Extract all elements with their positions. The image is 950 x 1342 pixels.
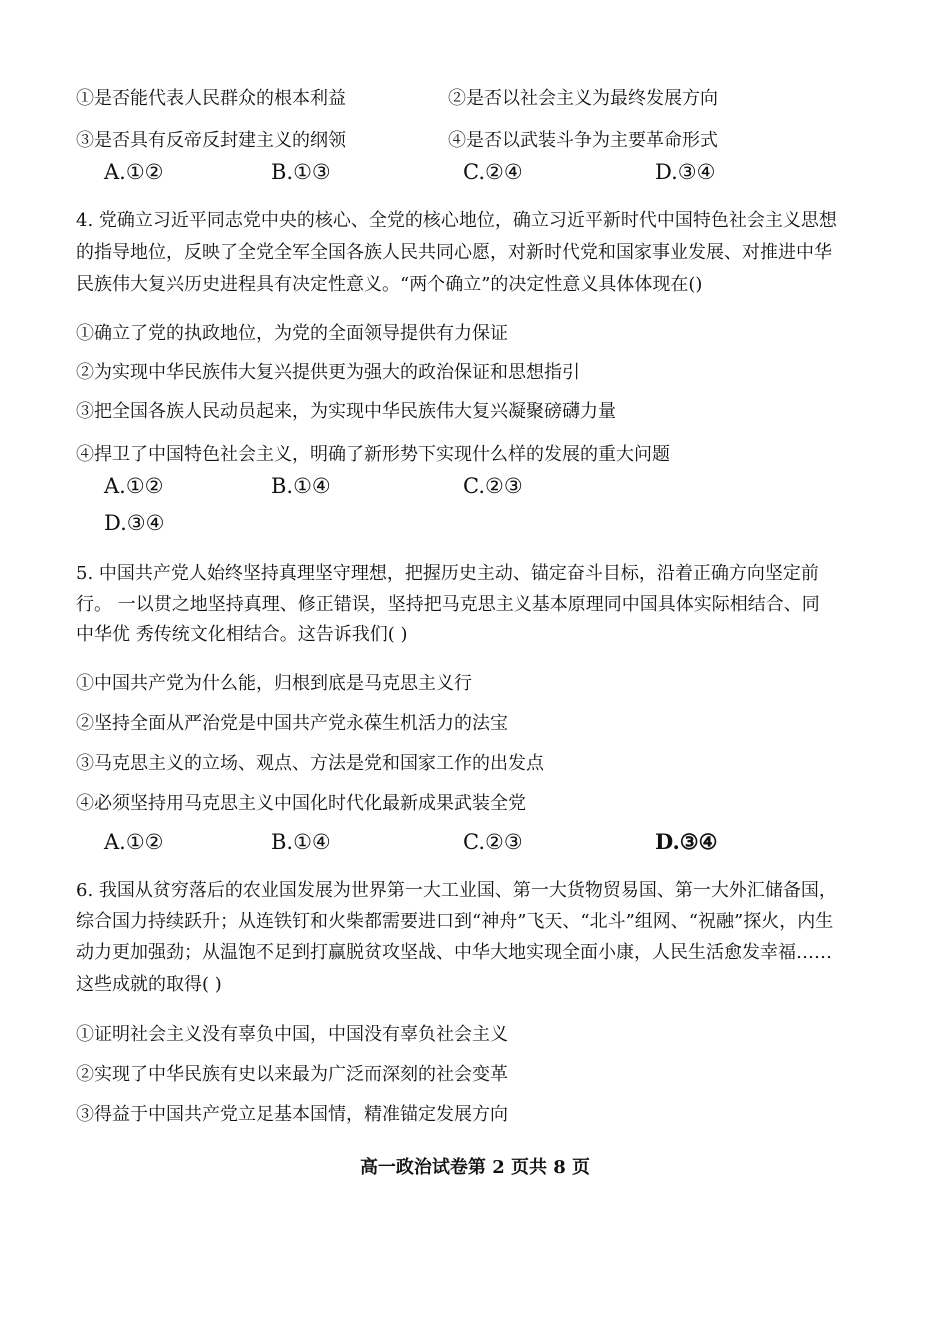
q5-stem-line-1: 5. 中国共产党人始终坚持真理坚守理想，把握历史主动、锚定奋斗目标，沿着正确方向坚定前: [76, 563, 819, 584]
q5-stem-line-3: 中华优 秀传统文化相结合。这告诉我们( ): [76, 624, 408, 645]
q6-stem-line-4: 这些成就的取得( ): [76, 974, 222, 995]
q4-stem-line-2: 的指导地位，反映了全党全军全国各族人民共同心愿，对新时代党和国家事业发展、对推进中华: [76, 242, 832, 263]
q5-option-c: C.②③: [463, 830, 523, 854]
q4-statement-1: ①确立了党的执政地位，为党的全面领导提供有力保证: [76, 323, 508, 344]
q4-option-b: B.①④: [271, 474, 331, 498]
q5-statement-1: ①中国共产党为什么能，归根到底是马克思主义行: [76, 673, 472, 694]
q5-statement-4: ④必须坚持用马克思主义中国化时代化最新成果武装全党: [76, 793, 526, 814]
q5-option-d: D.③④: [655, 829, 718, 854]
q6-statement-3: ③得益于中国共产党立足基本国情，精准锚定发展方向: [76, 1104, 508, 1125]
q6-stem-line-3: 动力更加强劲；从温饱不足到打赢脱贫攻坚战、中华大地实现全面小康，人民生活愈发幸福……: [76, 942, 832, 963]
q6-stem-line-2: 综合国力持续跃升；从连铁钉和火柴都需要进口到“神舟”飞天、“北斗”组网、“祝融”探火，内生: [76, 911, 834, 932]
q3-option-b: B.①③: [271, 160, 331, 184]
q4-statement-4: ④捍卫了中国特色社会主义，明确了新形势下实现什么样的发展的重大问题: [76, 444, 670, 465]
q3-statement-3: ③是否具有反帝反封建主义的纲领: [76, 130, 346, 151]
q3-option-d: D.③④: [655, 160, 716, 184]
q4-option-a: A.①②: [104, 474, 164, 498]
q4-option-c: C.②③: [463, 474, 523, 498]
q5-statement-2: ②坚持全面从严治党是中国共产党永葆生机活力的法宝: [76, 713, 508, 734]
page-footer: 高一政治试卷第 2 页共 8 页: [359, 1157, 591, 1178]
q3-statement-4: ④是否以武装斗争为主要革命形式: [448, 130, 718, 151]
q5-statement-3: ③马克思主义的立场、观点、方法是党和国家工作的出发点: [76, 753, 544, 774]
q6-statement-2: ②实现了中华民族有史以来最为广泛而深刻的社会变革: [76, 1064, 508, 1085]
q3-option-c: C.②④: [463, 160, 523, 184]
q4-stem-line-3: 民族伟大复兴历史进程具有决定性意义。“两个确立”的决定性意义具体体现在(): [76, 274, 703, 295]
q5-option-b: B.①④: [271, 830, 331, 854]
q4-statement-2: ②为实现中华民族伟大复兴提供更为强大的政治保证和思想指引: [76, 362, 580, 383]
q6-statement-1: ①证明社会主义没有辜负中国，中国没有辜负社会主义: [76, 1024, 508, 1045]
q4-option-d: D.③④: [104, 511, 165, 535]
q3-statement-1: ①是否能代表人民群众的根本利益: [76, 88, 346, 109]
q5-stem-line-2: 行。 一以贯之地坚持真理、修正错误，坚持把马克思主义基本原理同中国具体实际相结合、同: [76, 594, 820, 615]
q4-statement-3: ③把全国各族人民动员起来，为实现中华民族伟大复兴凝聚磅礴力量: [76, 401, 616, 422]
q3-option-a: A.①②: [104, 160, 164, 184]
q5-option-a: A.①②: [104, 830, 164, 854]
q4-stem-line-1: 4. 党确立习近平同志党中央的核心、全党的核心地位，确立习近平新时代中国特色社会主义思想: [76, 210, 837, 231]
q6-stem-line-1: 6. 我国从贫穷落后的农业国发展为世界第一大工业国、第一大货物贸易国、第一大外汇储备国，: [76, 880, 837, 901]
q3-statement-2: ②是否以社会主义为最终发展方向: [448, 88, 718, 109]
